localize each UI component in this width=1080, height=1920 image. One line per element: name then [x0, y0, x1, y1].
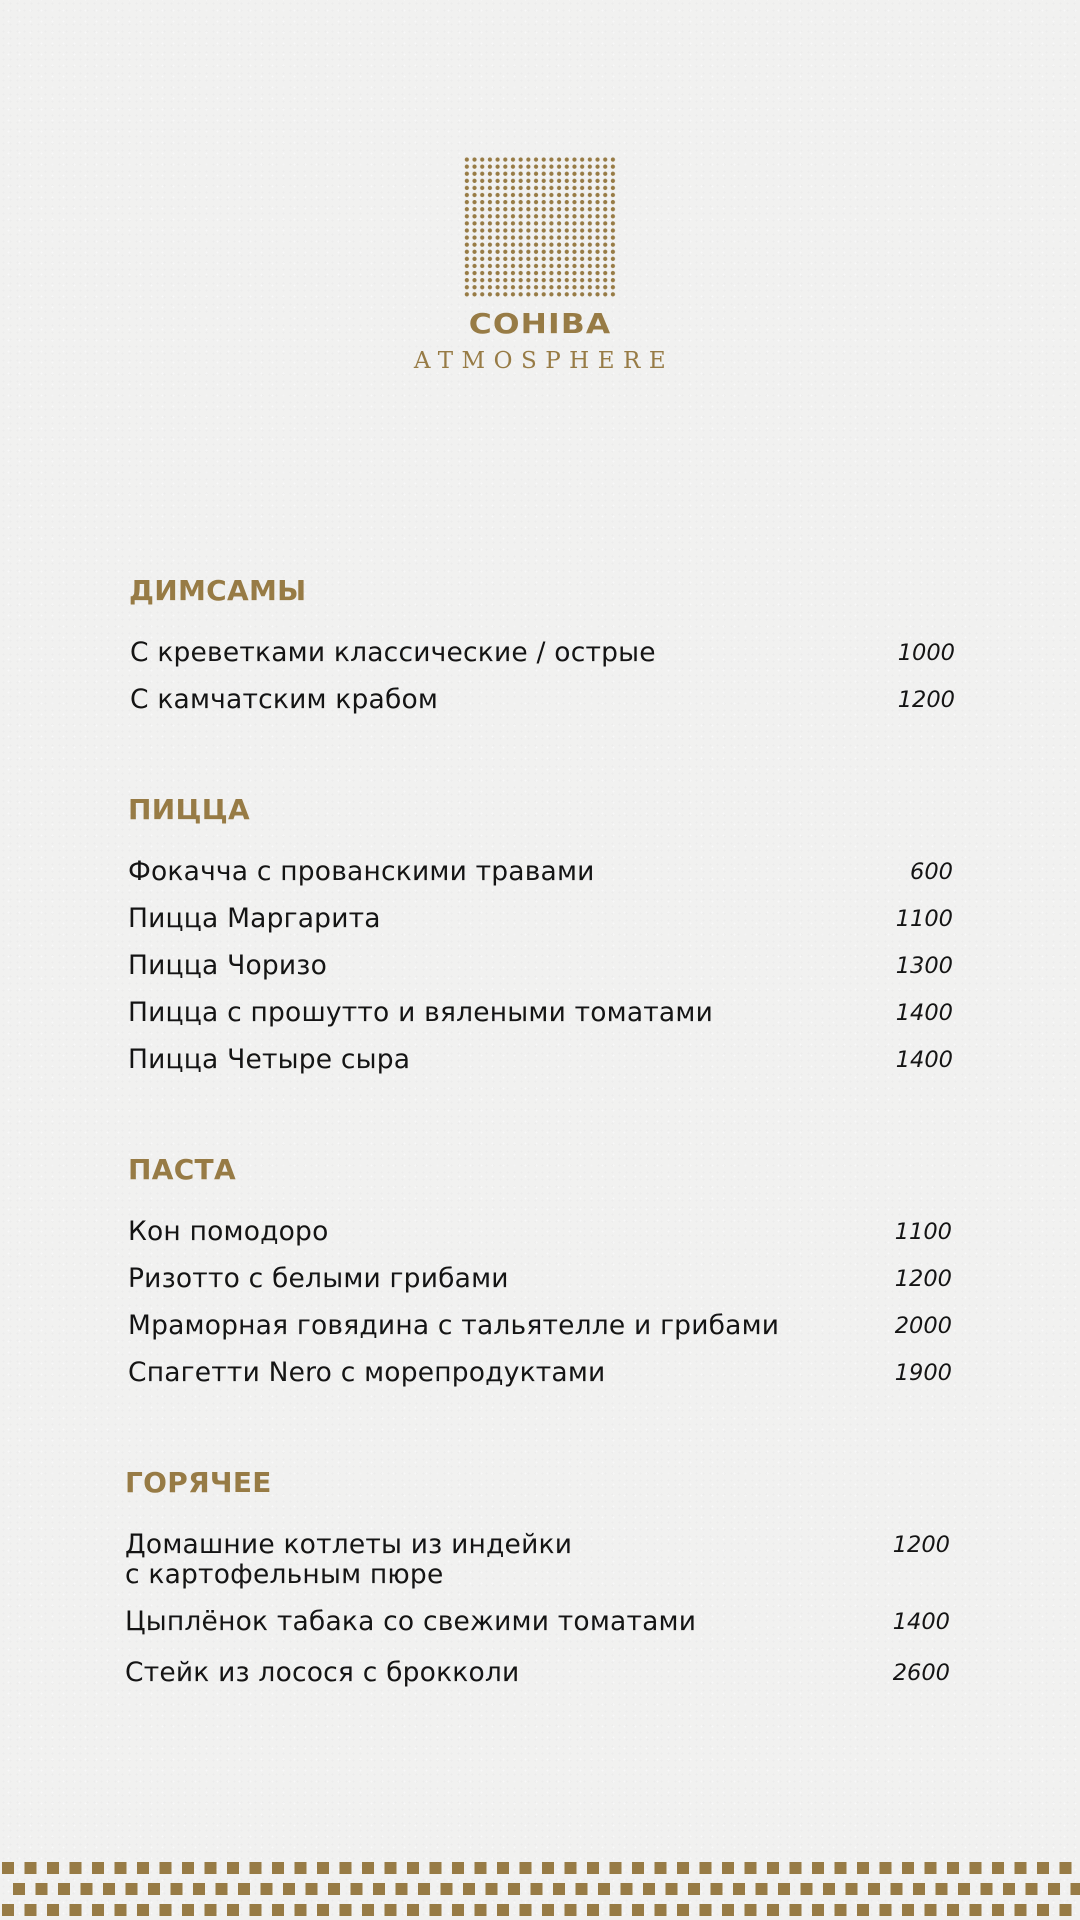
footer-pattern-row	[2, 1862, 1080, 1874]
menu-item-name: Пицца с прошутто и вялеными томатами	[128, 997, 713, 1028]
brand-subtitle: ATMOSPHERE	[413, 348, 675, 374]
menu-item-price: 1300	[895, 953, 953, 979]
menu-item	[0, 1045, 1080, 1085]
footer-pattern-row	[13, 1883, 1080, 1895]
menu-item-price: 1000	[897, 640, 955, 666]
menu-item-name: Пицца Чоризо	[128, 950, 328, 981]
menu-item	[0, 1217, 1080, 1257]
menu-item-name: Цыплёнок табака со свежими томатами	[125, 1606, 697, 1637]
menu-item-name: С креветками классические / острые	[130, 637, 656, 668]
menu-item-price: 1400	[892, 1609, 950, 1635]
logo-dot-grid-icon	[463, 156, 617, 298]
menu-item-price: 1200	[897, 687, 955, 713]
menu-item-price: 2000	[894, 1313, 952, 1339]
section-title: ДИМСАМЫ	[129, 574, 307, 607]
brand-name: COHIBA	[468, 307, 612, 340]
menu-item	[0, 1607, 1080, 1647]
menu-item-price: 1200	[892, 1532, 950, 1558]
brand-logo	[0, 156, 1080, 373]
menu-item-name: Ризотто с белыми грибами	[128, 1263, 509, 1294]
menu-item	[0, 685, 1080, 725]
menu-item-name: Пицца Четыре сыра	[128, 1044, 411, 1075]
menu-item	[0, 904, 1080, 944]
menu-item-price: 600	[910, 859, 953, 885]
section-title: ГОРЯЧЕЕ	[125, 1466, 272, 1499]
menu-item-price: 1400	[895, 1000, 953, 1026]
menu-item-name: Стейк из лосося с брокколи	[125, 1657, 520, 1688]
menu-item-price: 1400	[895, 1047, 953, 1073]
menu-item-name: С камчатским крабом	[130, 684, 439, 715]
menu-item-name: Кон помодоро	[128, 1216, 329, 1247]
menu-item	[0, 1658, 1080, 1698]
menu-item	[0, 1530, 1080, 1594]
menu-item-price: 1900	[894, 1360, 952, 1386]
menu-item-name: Домашние котлеты из индейки	[125, 1529, 573, 1560]
menu-item	[0, 1264, 1080, 1304]
footer-pattern-row	[2, 1904, 1080, 1916]
footer-pattern	[0, 1860, 1080, 1920]
section-title: ПИЦЦА	[128, 793, 250, 826]
menu-item-price: 2600	[892, 1660, 950, 1686]
menu-item-name: Фокачча с прованскими травами	[128, 856, 595, 887]
menu-item	[0, 951, 1080, 991]
menu-item	[0, 1311, 1080, 1351]
menu-item-name: Спагетти Nero с морепродуктами	[128, 1357, 606, 1388]
menu-item-price: 1100	[894, 1219, 952, 1245]
menu-item	[0, 998, 1080, 1038]
menu-item-name: Мраморная говядина с тальятелле и грибами	[128, 1310, 780, 1341]
menu-item-name-line2: с картофельным пюре	[125, 1559, 444, 1590]
menu-item-price: 1200	[894, 1266, 952, 1292]
menu-item-name: Пицца Маргарита	[128, 903, 381, 934]
menu-item	[0, 857, 1080, 897]
menu-item	[0, 638, 1080, 678]
menu-item-price: 1100	[895, 906, 953, 932]
section-title: ПАСТА	[128, 1153, 236, 1186]
menu-item	[0, 1358, 1080, 1398]
